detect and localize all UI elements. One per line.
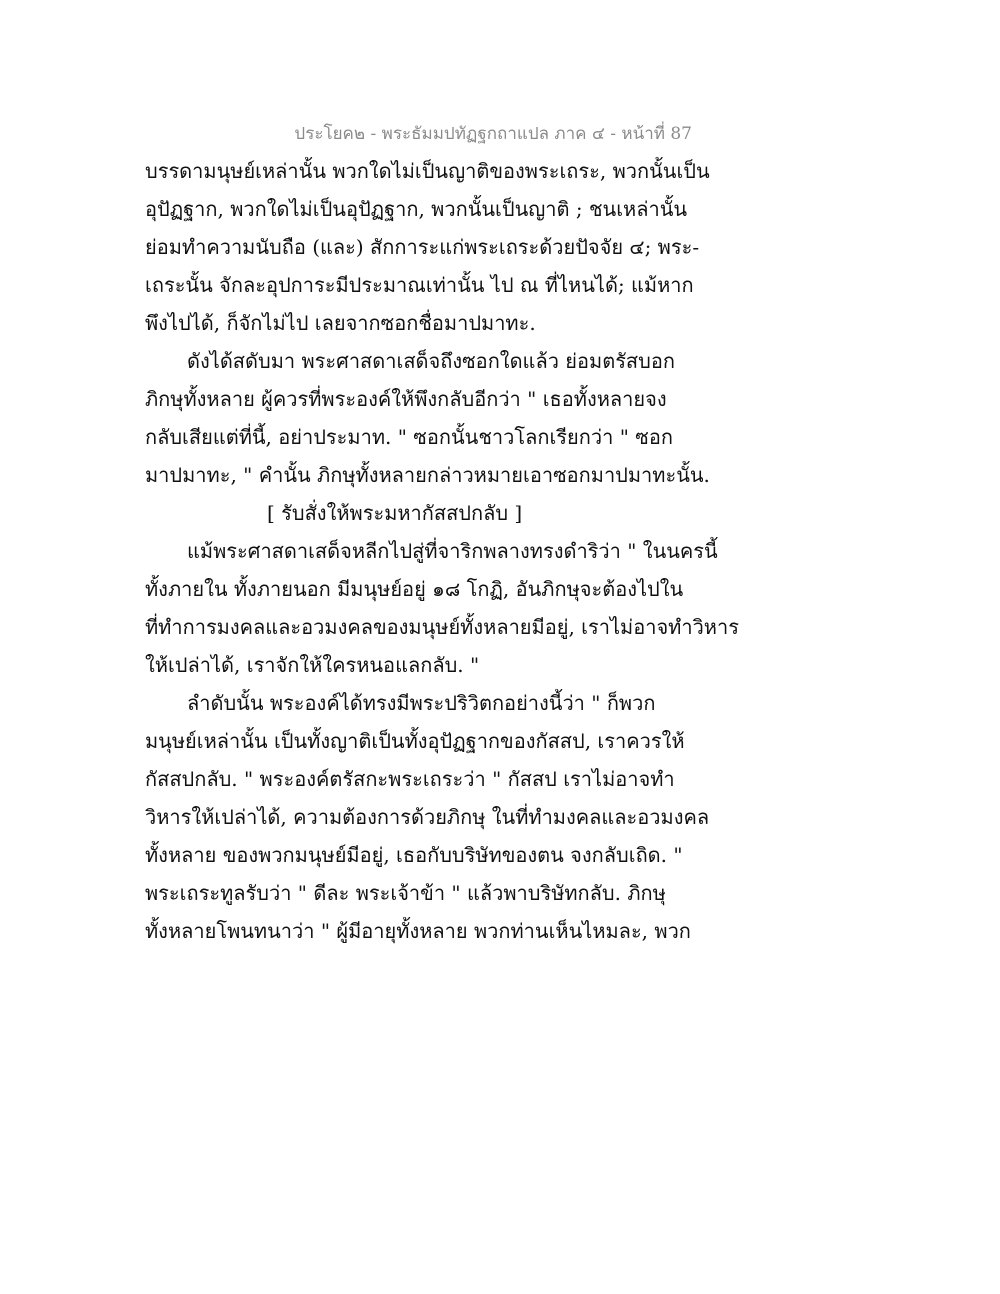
text-line: กลับเสียแต่ที่นี้, อย่าประมาท. " ซอกนั้นชาวโลกเรียกว่า " ซอก [145, 425, 673, 449]
text-line: มาปมาทะ, " คำนั้น ภิกษุทั้งหลายกล่าวหมายเอาซอกมาปมาทะนั้น. [145, 463, 710, 487]
text-line: พระเถระทูลรับว่า " ดีละ พระเจ้าข้า " แล้วพาบริษัทกลับ. ภิกษุ [145, 881, 666, 905]
text-line: ย่อมทำความนับถือ (และ) สักการะแก่พระเถระด้วยปัจจัย ๔; พระ- [145, 235, 700, 259]
text-line: พึงไปได้, ก็จักไม่ไป เลยจากซอกชื่อมาปมาทะ. [145, 311, 536, 335]
text-line: ทั้งหลาย ของพวกมนุษย์มีอยู่, เธอกับบริษัทของตน จงกลับเถิด. " [145, 843, 683, 867]
text-line: ให้เปล่าได้, เราจักให้ใครหนอแลกลับ. " [145, 653, 480, 677]
paragraph-start-line: ลำดับนั้น พระองค์ได้ทรงมีพระปริวิตกอย่างนี้ว่า " ก็พวก [187, 691, 656, 715]
text-line: วิหารให้เปล่าได้, ความต้องการด้วยภิกษุ ในที่ทำมงคลและอวมงคล [145, 805, 710, 829]
body-text [145, 152, 739, 950]
text-line: ภิกษุทั้งหลาย ผู้ควรที่พระองค์ให้พึงกลับอีกว่า " เธอทั้งหลายจง [145, 387, 667, 411]
text-line: กัสสปกลับ. " พระองค์ตรัสกะพระเถระว่า " กัสสป เราไม่อาจทำ [145, 767, 675, 791]
text-line: ที่ทำการมงคลและอวมงคลของมนุษย์ทั้งหลายมีอยู่, เราไม่อาจทำวิหาร [145, 615, 739, 639]
paragraph-start-line: แม้พระศาสดาเสด็จหลีกไปสู่ที่จาริกพลางทรงดำริว่า " ในนครนี้ [187, 539, 718, 563]
text-line: ทั้งหลายโพนทนาว่า " ผู้มีอายุทั้งหลาย พวกท่านเห็นไหมละ, พวก [145, 919, 691, 943]
section-heading: [ รับสั่งให้พระมหากัสสปกลับ ] [267, 501, 523, 525]
text-line: อุปัฏฐาก, พวกใดไม่เป็นอุปัฏฐาก, พวกนั้นเป็นญาติ ; ชนเหล่านั้น [145, 197, 688, 221]
text-line: มนุษย์เหล่านั้น เป็นทั้งญาติเป็นทั้งอุปัฏฐากของกัสสป, เราควรให้ [145, 729, 685, 753]
text-line: ทั้งภายใน ทั้งภายนอก มีมนุษย์อยู่ ๑๘ โกฏิ, อันภิกษุจะต้องไปใน [145, 577, 684, 601]
text-line: บรรดามนุษย์เหล่านั้น พวกใดไม่เป็นญาติของพระเถระ, พวกนั้นเป็น [145, 159, 710, 183]
text-line: เถระนั้น จักละอุปการะมีประมาณเท่านั้น ไป ณ ที่ไหนได้; แม้หาก [145, 273, 694, 297]
page-header: ประโยค๒ - พระธัมมปทัฏฐกถาแปล ภาค ๔ - หน้าที่ 87 [294, 124, 692, 144]
paragraph-start-line: ดังได้สดับมา พระศาสดาเสด็จถึงซอกใดแล้ว ย่อมตรัสบอก [187, 349, 675, 373]
